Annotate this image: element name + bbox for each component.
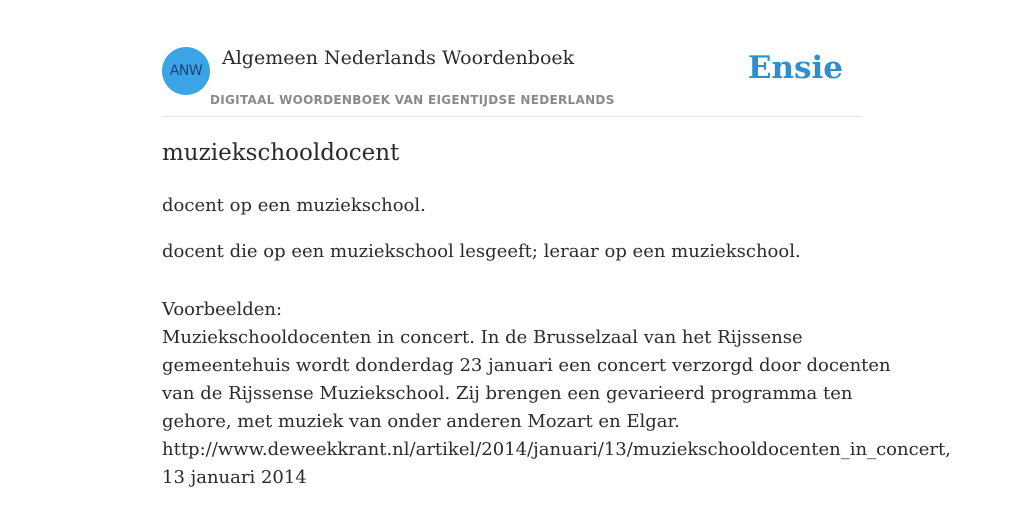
entry-gloss: docent op een muziekschool. bbox=[162, 195, 426, 216]
entry-headword: muziekschooldocent bbox=[162, 140, 400, 166]
entry-definition: docent die op een muziekschool lesgeeft; leraar op een muziekschool. bbox=[162, 241, 801, 262]
example-source-date: 13 januari 2014 bbox=[162, 467, 307, 488]
ensie-brand-logo[interactable]: Ensie bbox=[747, 50, 843, 86]
example-line: gehore, met muziek van onder anderen Mozart en Elgar. bbox=[162, 411, 680, 432]
examples-label: Voorbeelden: bbox=[162, 299, 283, 320]
examples-section bbox=[162, 296, 962, 492]
site-header bbox=[162, 46, 862, 117]
site-subtitle: DIGITAAL WOORDENBOEK VAN EIGENTIJDSE NEDERLANDS bbox=[210, 93, 615, 107]
example-line: van de Rijssense Muziekschool. Zij brengen een gevarieerd programma ten bbox=[162, 383, 853, 404]
example-source-url: http://www.deweekkrant.nl/artikel/2014/januari/13/muziekschooldocenten_in_concert, bbox=[162, 439, 951, 460]
site-title[interactable]: Algemeen Nederlands Woordenboek bbox=[222, 47, 575, 69]
example-line: Muziekschooldocenten in concert. In de Brusselzaal van het Rijssense bbox=[162, 327, 803, 348]
example-line: gemeentehuis wordt donderdag 23 januari een concert verzorgd door docenten bbox=[162, 355, 891, 376]
anw-logo[interactable]: ANW bbox=[162, 47, 210, 95]
